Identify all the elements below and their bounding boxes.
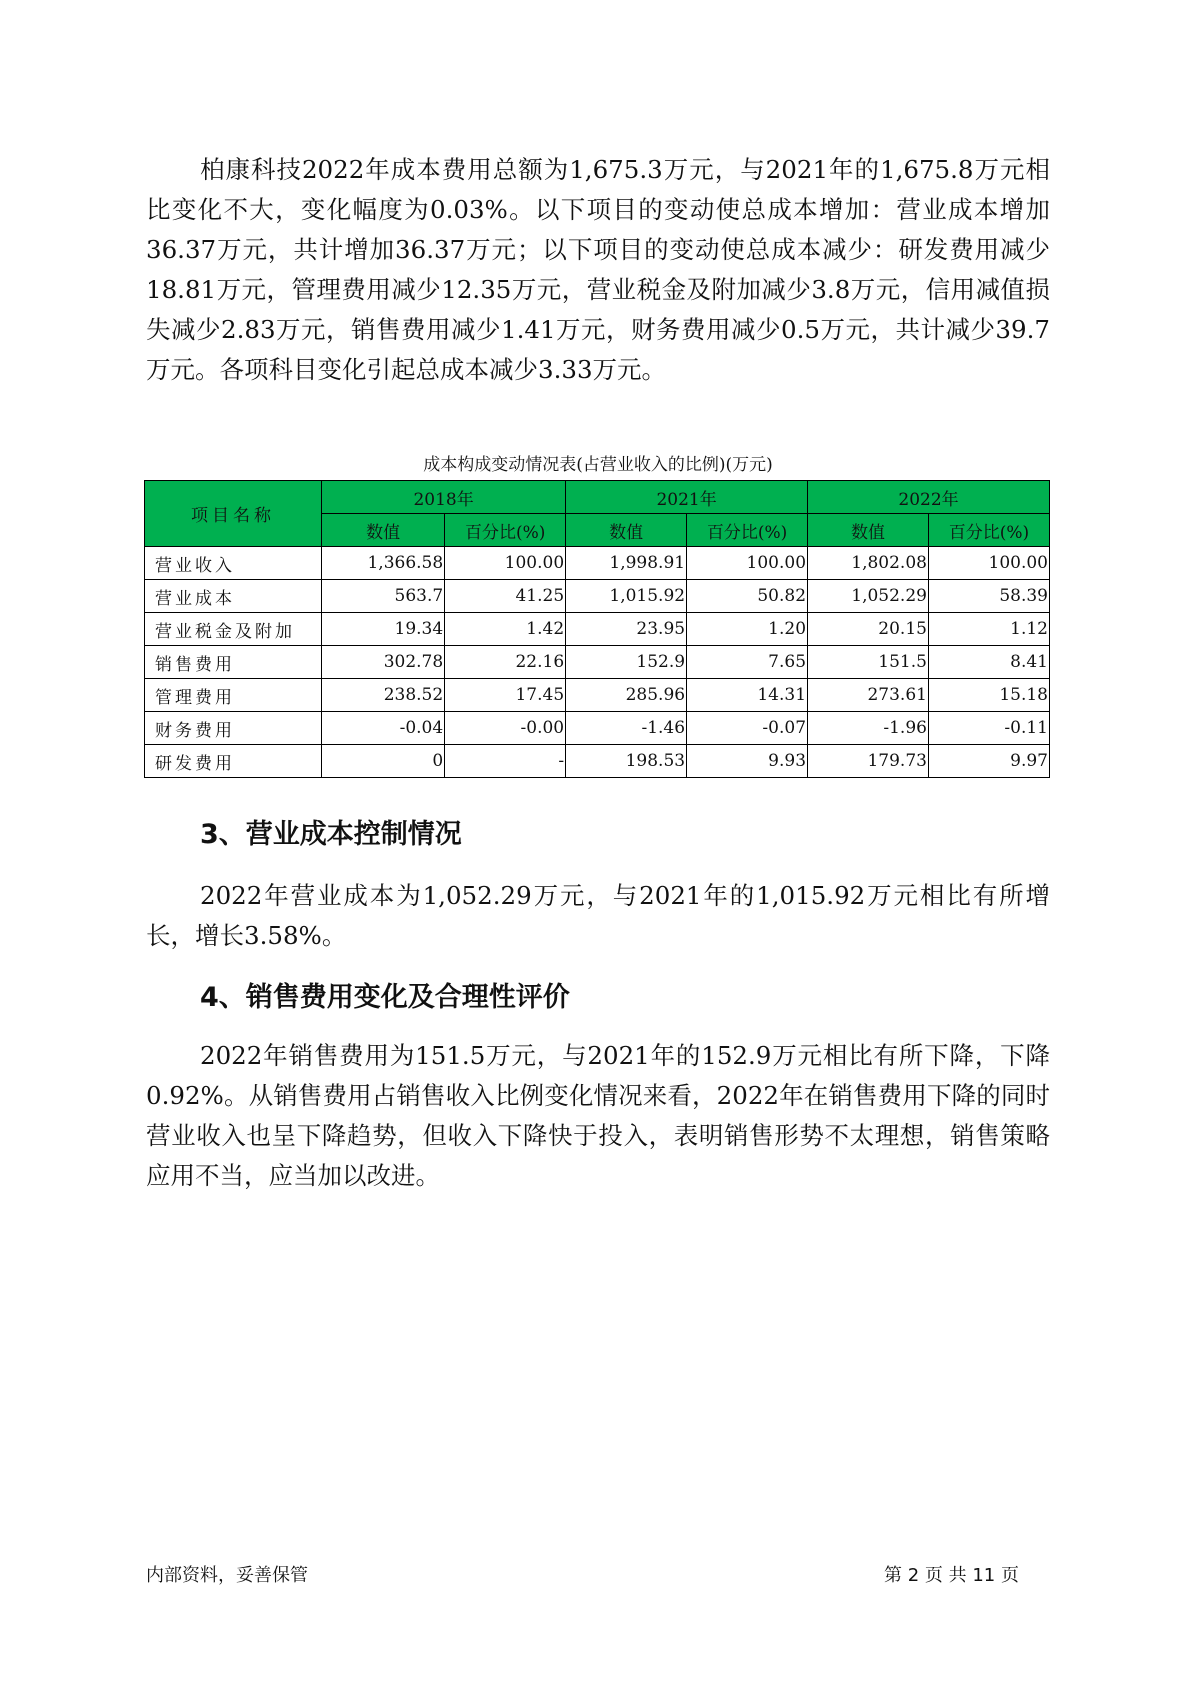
header-percent: 百分比(%) <box>928 514 1049 547</box>
section-4-heading: 4、销售费用变化及合理性评价 <box>200 982 570 1013</box>
cell-value: 563.7 <box>322 580 445 613</box>
header-item-name: 项目名称 <box>145 481 322 547</box>
cell-percent: 1.12 <box>928 613 1049 646</box>
cell-value: -1.96 <box>808 712 929 745</box>
cell-percent: 15.18 <box>928 679 1049 712</box>
cell-percent: 22.16 <box>445 646 566 679</box>
cell-value: 273.61 <box>808 679 929 712</box>
header-year-2021: 2021年 <box>566 481 808 514</box>
cell-percent: 100.00 <box>928 547 1049 580</box>
cell-percent: 9.97 <box>928 745 1049 778</box>
cell-percent: 58.39 <box>928 580 1049 613</box>
footer-confidential-note: 内部资料，妥善保管 <box>146 1565 308 1586</box>
cell-percent: 9.93 <box>687 745 808 778</box>
cell-value: 1,015.92 <box>566 580 687 613</box>
table-header-row-years <box>145 481 1050 514</box>
cell-value: 302.78 <box>322 646 445 679</box>
cell-percent: -0.00 <box>445 712 566 745</box>
table-row <box>145 745 1050 778</box>
table-row <box>145 547 1050 580</box>
row-item-name: 营业成本 <box>145 580 322 613</box>
cell-percent: 8.41 <box>928 646 1049 679</box>
row-item-name: 销售费用 <box>145 646 322 679</box>
footer-page-number: 第 2 页 共 11 页 <box>884 1565 1019 1586</box>
row-item-name: 营业税金及附加 <box>145 613 322 646</box>
header-value: 数值 <box>808 514 929 547</box>
header-year-2018: 2018年 <box>322 481 566 514</box>
header-percent: 百分比(%) <box>445 514 566 547</box>
cell-percent: 50.82 <box>687 580 808 613</box>
cell-percent: 14.31 <box>687 679 808 712</box>
cell-percent: 7.65 <box>687 646 808 679</box>
table-caption: 成本构成变动情况表(占营业收入的比例)(万元) <box>423 455 773 475</box>
cell-value: 1,052.29 <box>808 580 929 613</box>
row-item-name: 管理费用 <box>145 679 322 712</box>
header-percent: 百分比(%) <box>687 514 808 547</box>
cell-value: 19.34 <box>322 613 445 646</box>
section-2-paragraph: 柏康科技2022年成本费用总额为1,675.3万元，与2021年的1,675.8万元相比变化不大，变化幅度为0.03%。以下项目的变动使总成本增加：营业成本增加36.37万元，共计增加36.37万元；以下项目的变动使总成本减少：研发费用减少18.81万元，管理费用减少12.35万元，营业税金及附加减少3.8万元，信用减值损失减少2.83万元，销售费用减少1.41万元，财务费用减少0.5万元，共计减少39.7万元。各项科目变化引起总成本减少3.33万元。 <box>146 155 1050 384</box>
cell-percent: -0.07 <box>687 712 808 745</box>
row-item-name: 营业收入 <box>145 547 322 580</box>
header-year-2022: 2022年 <box>808 481 1050 514</box>
cell-value: 179.73 <box>808 745 929 778</box>
cell-value: 238.52 <box>322 679 445 712</box>
row-item-name: 财务费用 <box>145 712 322 745</box>
cell-value: 152.9 <box>566 646 687 679</box>
cell-value: 0 <box>322 745 445 778</box>
table-row <box>145 646 1050 679</box>
cell-percent: - <box>445 745 566 778</box>
header-value: 数值 <box>322 514 445 547</box>
table-row <box>145 613 1050 646</box>
cell-percent: 100.00 <box>687 547 808 580</box>
cell-percent: 1.42 <box>445 613 566 646</box>
cell-percent: -0.11 <box>928 712 1049 745</box>
cell-value: -0.04 <box>322 712 445 745</box>
section-4-paragraph: 2022年销售费用为151.5万元，与2021年的152.9万元相比有所下降，下降0.92%。从销售费用占销售收入比例变化情况来看，2022年在销售费用下降的同时营业收入也呈下降趋势，但收入下降快于投入，表明销售形势不太理想，销售策略应用不当，应当加以改进。 <box>146 1041 1050 1190</box>
cell-percent: 17.45 <box>445 679 566 712</box>
cell-value: 23.95 <box>566 613 687 646</box>
cost-structure-table <box>144 480 1050 778</box>
cell-value: 151.5 <box>808 646 929 679</box>
cell-percent: 100.00 <box>445 547 566 580</box>
header-value: 数值 <box>566 514 687 547</box>
table-row <box>145 679 1050 712</box>
cell-value: 20.15 <box>808 613 929 646</box>
cell-value: 1,802.08 <box>808 547 929 580</box>
cell-value: 1,366.58 <box>322 547 445 580</box>
cell-percent: 1.20 <box>687 613 808 646</box>
section-3-paragraph: 2022年营业成本为1,052.29万元，与2021年的1,015.92万元相比有所增长，增长3.58%。 <box>146 881 1050 950</box>
cell-percent: 41.25 <box>445 580 566 613</box>
cell-value: 285.96 <box>566 679 687 712</box>
row-item-name: 研发费用 <box>145 745 322 778</box>
cell-value: 198.53 <box>566 745 687 778</box>
table-row <box>145 580 1050 613</box>
table-row <box>145 712 1050 745</box>
cell-value: -1.46 <box>566 712 687 745</box>
section-3-heading: 3、营业成本控制情况 <box>200 819 462 850</box>
cell-value: 1,998.91 <box>566 547 687 580</box>
